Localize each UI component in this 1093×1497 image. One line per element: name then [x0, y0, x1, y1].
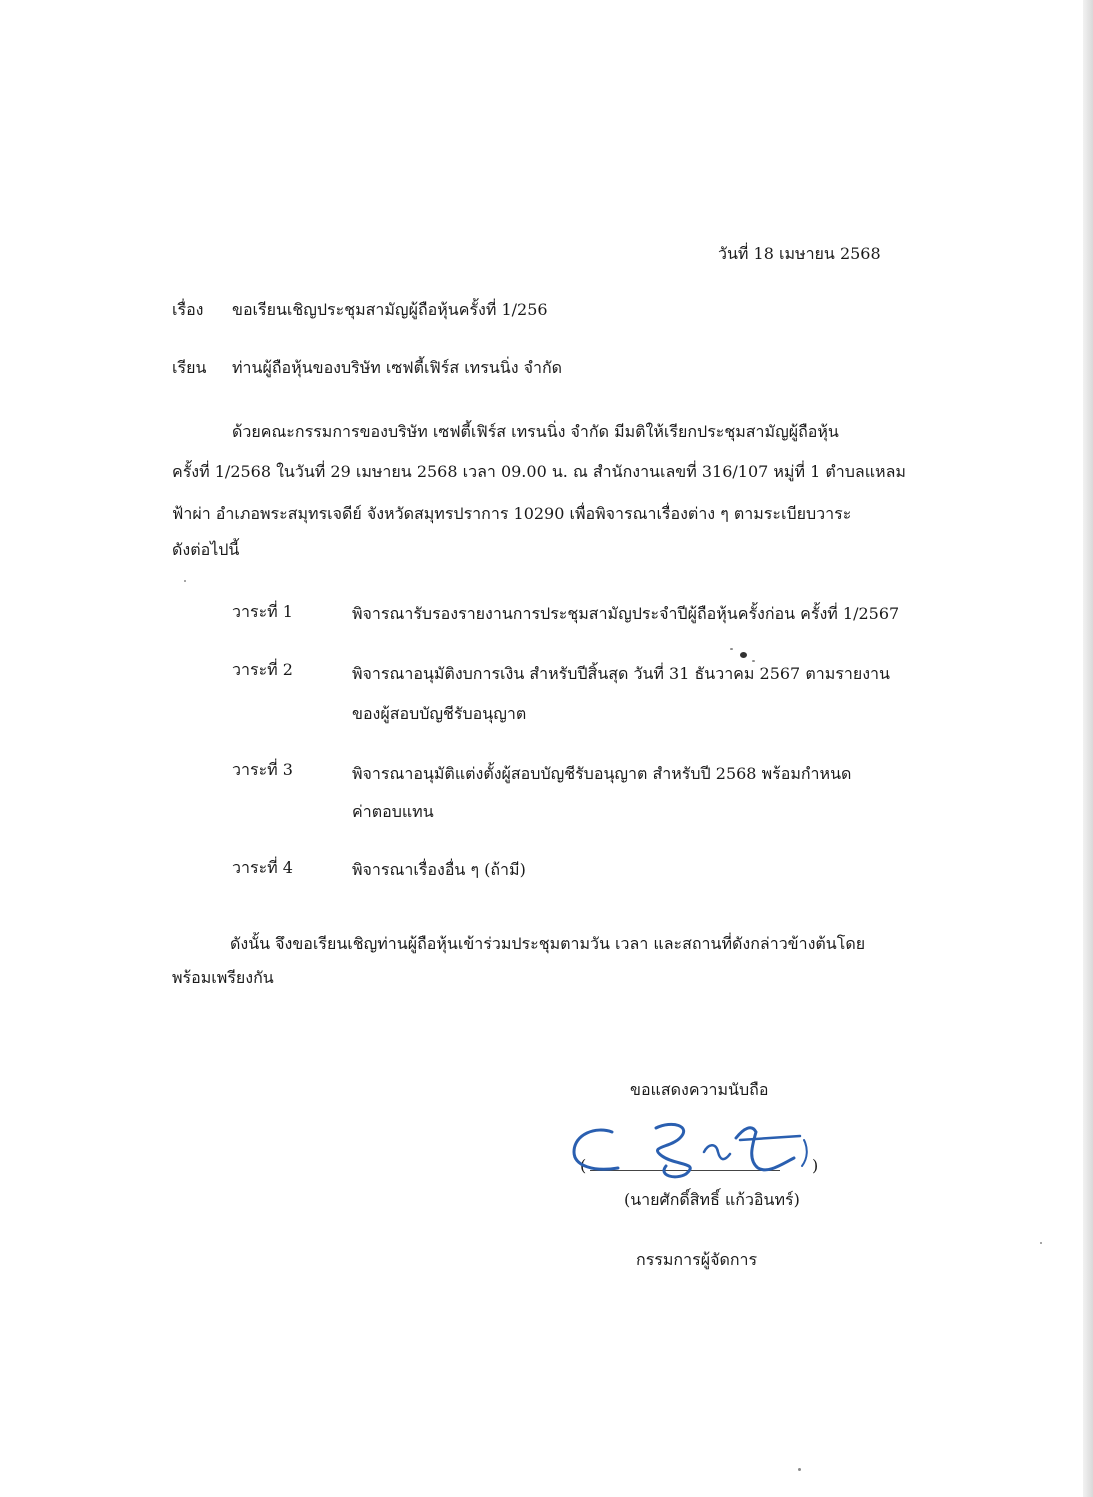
scan-speck [1040, 1242, 1042, 1244]
agenda-number: วาระที่ 3 [232, 760, 293, 779]
agenda-text: ค่าตอบแทน [352, 802, 434, 821]
agenda-text: ของผู้สอบบัญชีรับอนุญาต [352, 704, 527, 723]
agenda-text: พิจารณาอนุมัติงบการเงิน สำหรับปีสิ้นสุด วันที่ 31 ธันวาคม 2567 ตามรายงาน [352, 664, 890, 683]
signer-position: กรรมการผู้จัดการ [636, 1250, 758, 1269]
closing-line: ดังนั้น จึงขอเรียนเชิญท่านผู้ถือหุ้นเข้าร่วมประชุมตามวัน เวลา และสถานที่ดังกล่าวข้างต้นโดย [230, 934, 866, 953]
scan-speck [798, 1468, 801, 1471]
handwritten-signature [568, 1118, 828, 1188]
signature-paren-open: ( [580, 1156, 587, 1175]
scan-speck [184, 580, 186, 582]
signer-name: (นายศักดิ์สิทธิ์ แก้วอินทร์) [624, 1190, 800, 1209]
agenda-text: พิจารณาอนุมัติแต่งตั้งผู้สอบบัญชีรับอนุญาต สำหรับปี 2568 พร้อมกำหนด [352, 764, 852, 783]
closing-line: พร้อมเพรียงกัน [172, 968, 274, 987]
body-line: ครั้งที่ 1/2568 ในวันที่ 29 เมษายน 2568 เวลา 09.00 น. ณ สำนักงานเลขที่ 316/107 หมู่ที่ 1 ตำบลแหลม [172, 462, 906, 481]
scan-speck [730, 648, 733, 650]
agenda-text: พิจารณาเรื่องอื่น ๆ (ถ้ามี) [352, 860, 526, 879]
paper-edge [1083, 0, 1093, 1497]
body-line: ดังต่อไปนี้ [172, 540, 240, 559]
body-line: ด้วยคณะกรรมการของบริษัท เซฟตี้เฟิร์ส เทรนนิ่ง จำกัด มีมติให้เรียกประชุมสามัญผู้ถือหุ้น [232, 422, 839, 441]
recipient-label: เรียน [172, 358, 207, 377]
body-line: ฟ้าผ่า อำเภอพระสมุทรเจดีย์ จังหวัดสมุทรปราการ 10290 เพื่อพิจารณาเรื่องต่าง ๆ ตามระเบียบวาระ [172, 504, 852, 523]
agenda-text: พิจารณารับรองรายงานการประชุมสามัญประจำปีผู้ถือหุ้นครั้งก่อน ครั้งที่ 1/2567 [352, 604, 900, 623]
subject-text: ขอเรียนเชิญประชุมสามัญผู้ถือหุ้นครั้งที่ 1/256 [232, 300, 548, 319]
agenda-number: วาระที่ 1 [232, 602, 293, 621]
recipient-text: ท่านผู้ถือหุ้นของบริษัท เซฟตี้เฟิร์ส เทรนนิ่ง จำกัด [232, 358, 563, 377]
agenda-number: วาระที่ 2 [232, 660, 293, 679]
signature-paren-close: ) [812, 1156, 819, 1175]
scan-speck [752, 660, 755, 662]
signature-block [568, 1118, 828, 1188]
regards-text: ขอแสดงความนับถือ [630, 1080, 769, 1099]
subject-label: เรื่อง [172, 300, 204, 319]
scan-speck [740, 652, 747, 658]
letter-date: วันที่ 18 เมษายน 2568 [718, 244, 881, 263]
agenda-number: วาระที่ 4 [232, 858, 293, 877]
